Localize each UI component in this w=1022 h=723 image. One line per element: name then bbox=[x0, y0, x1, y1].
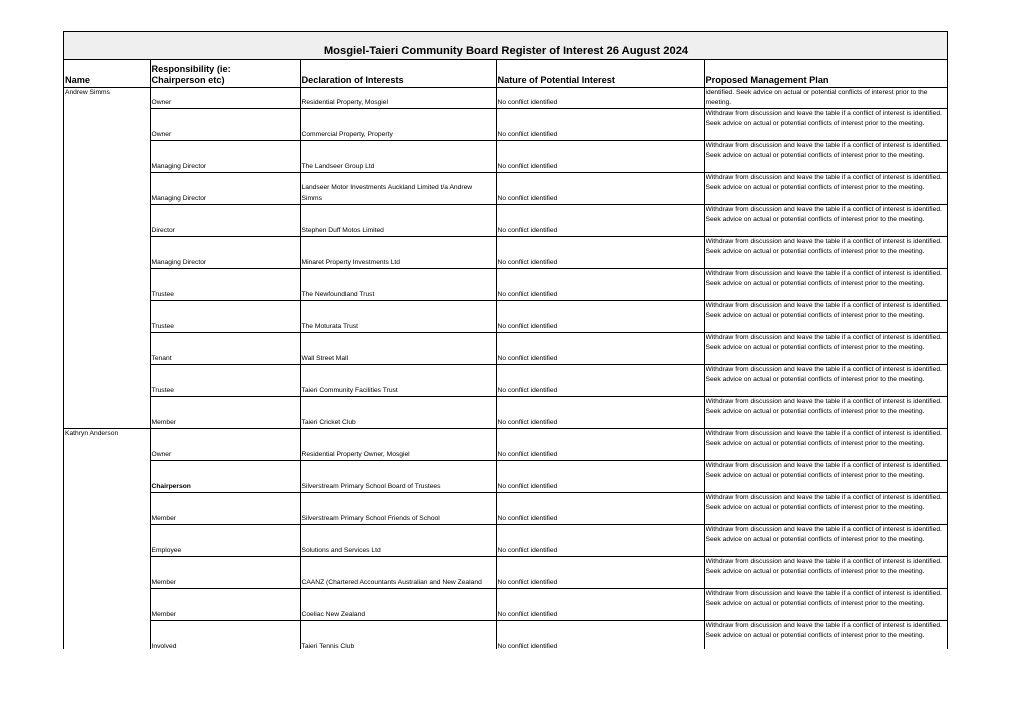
name-cell-empty bbox=[64, 109, 150, 141]
management-plan-cell bbox=[704, 557, 948, 589]
management-plan-text: Withdraw from discussion and leave the table if a conflict of interest is identified. Seek advice on actual or potential conflicts of interest prior to the meeting. bbox=[705, 622, 942, 640]
nature-cell: No conflict identified bbox=[496, 429, 704, 461]
declaration-cell bbox=[300, 109, 496, 141]
management-plan-cell bbox=[704, 333, 948, 365]
management-plan-cell bbox=[704, 461, 948, 493]
name-cell-empty bbox=[64, 333, 150, 365]
management-plan-text: Withdraw from discussion and leave the table if a conflict of interest is identified. Seek advice on actual or potential conflicts of interest prior to the meeting. bbox=[705, 590, 942, 608]
responsibility-cell: Owner bbox=[150, 429, 300, 461]
management-plan-text: Withdraw from discussion and leave the table if a conflict of interest is identified. Seek advice on actual or potential conflicts of interest prior to the meeting. bbox=[705, 270, 942, 288]
table-row bbox=[64, 429, 948, 461]
name-cell-empty bbox=[64, 269, 150, 301]
management-plan-text: Withdraw from discussion and leave the table if a conflict of interest is identified. Seek advice on actual or potential conflicts of interest prior to the meeting. bbox=[705, 142, 942, 160]
responsibility-cell: Involved bbox=[150, 621, 300, 650]
declaration-cell bbox=[300, 333, 496, 365]
responsibility-cell: Member bbox=[150, 493, 300, 525]
declaration-cell bbox=[300, 88, 496, 109]
responsibility-cell: Employee bbox=[150, 525, 300, 557]
management-plan-text: Withdraw from discussion and leave the table if a conflict of interest is identified. Seek advice on actual or potential conflicts of interest prior to the meeting. bbox=[705, 206, 942, 224]
responsibility-cell: Managing Director bbox=[150, 141, 300, 173]
declaration-text: Coeliac New Zealand bbox=[301, 610, 366, 618]
table-row bbox=[64, 88, 948, 109]
register-title-bar bbox=[64, 32, 948, 60]
nature-cell: No conflict identified bbox=[496, 365, 704, 397]
declaration-text: Commercial Property, Property bbox=[301, 130, 393, 138]
management-plan-text: Withdraw from discussion and leave the table if a conflict of interest is identified. Seek advice on actual or potential conflicts of interest prior to the meeting. bbox=[705, 430, 942, 448]
responsibility-cell: Managing Director bbox=[150, 237, 300, 269]
responsibility-cell: Trustee bbox=[150, 365, 300, 397]
responsibility-cell: Managing Director bbox=[150, 173, 300, 205]
name-cell-empty bbox=[64, 173, 150, 205]
management-plan-text: identified. Seek advice on actual or potential conflicts of interest prior to the meeting. bbox=[705, 89, 928, 107]
name-cell-empty bbox=[64, 557, 150, 589]
table-row bbox=[64, 525, 948, 557]
declaration-cell bbox=[300, 461, 496, 493]
nature-cell: No conflict identified bbox=[496, 557, 704, 589]
declaration-line1: Landseer Motor Investments Auckland Limited t/a Andrew bbox=[301, 184, 473, 192]
table-row bbox=[64, 173, 948, 205]
declaration-text: Wall Street Mall bbox=[301, 354, 349, 362]
management-plan-text: Withdraw from discussion and leave the table if a conflict of interest is identified. Seek advice on actual or potential conflicts of interest prior to the meeting. bbox=[705, 334, 942, 352]
responsibility-cell: Owner bbox=[150, 88, 300, 109]
responsibility-cell: Trustee bbox=[150, 269, 300, 301]
register-table bbox=[64, 60, 948, 649]
management-plan-cell bbox=[704, 397, 948, 429]
declaration-cell bbox=[300, 365, 496, 397]
name-cell-empty bbox=[64, 397, 150, 429]
declaration-text: Silverstream Primary School Board of Trustees bbox=[301, 482, 441, 490]
declaration-cell bbox=[300, 141, 496, 173]
name-cell-empty bbox=[64, 621, 150, 650]
declaration-text: Silverstream Primary School Friends of School bbox=[301, 514, 440, 522]
nature-cell: No conflict identified bbox=[496, 333, 704, 365]
name-cell-empty bbox=[64, 493, 150, 525]
name-cell-empty bbox=[64, 589, 150, 621]
declaration-cell bbox=[300, 301, 496, 333]
management-plan-cell bbox=[704, 237, 948, 269]
table-row bbox=[64, 333, 948, 365]
nature-cell: No conflict identified bbox=[496, 205, 704, 237]
nature-cell: No conflict identified bbox=[496, 269, 704, 301]
declaration-cell bbox=[300, 397, 496, 429]
table-row bbox=[64, 237, 948, 269]
nature-cell: No conflict identified bbox=[496, 173, 704, 205]
declaration-cell bbox=[300, 557, 496, 589]
name-cell-empty bbox=[64, 141, 150, 173]
declaration-cell bbox=[300, 269, 496, 301]
declaration-cell bbox=[300, 237, 496, 269]
name-cell-empty bbox=[64, 301, 150, 333]
management-plan-cell bbox=[704, 109, 948, 141]
declaration-text: Minaret Property Investments Ltd bbox=[301, 258, 400, 266]
declaration-text: The Moturata Trust bbox=[301, 322, 358, 330]
management-plan-text: Withdraw from discussion and leave the table if a conflict of interest is identified. Seek advice on actual or potential conflicts of interest prior to the meeting. bbox=[705, 558, 942, 576]
management-plan-cell bbox=[704, 205, 948, 237]
management-plan-cell bbox=[704, 525, 948, 557]
declaration-text: Taieri Cricket Club bbox=[301, 418, 356, 426]
name-cell-empty bbox=[64, 461, 150, 493]
table-row bbox=[64, 301, 948, 333]
responsibility-cell: Trustee bbox=[150, 301, 300, 333]
responsibility-cell: Member bbox=[150, 589, 300, 621]
management-plan-cell bbox=[704, 429, 948, 461]
management-plan-text: Withdraw from discussion and leave the table if a conflict of interest is identified. Seek advice on actual or potential conflicts of interest prior to the meeting. bbox=[705, 238, 942, 256]
nature-cell: No conflict identified bbox=[496, 621, 704, 650]
management-plan-cell bbox=[704, 269, 948, 301]
register-sheet bbox=[63, 31, 948, 649]
nature-cell: No conflict identified bbox=[496, 141, 704, 173]
management-plan-text: Withdraw from discussion and leave the table if a conflict of interest is identified. Seek advice on actual or potential conflicts of interest prior to the meeting. bbox=[705, 494, 942, 512]
nature-cell: No conflict identified bbox=[496, 397, 704, 429]
management-plan-cell bbox=[704, 365, 948, 397]
declaration-cell bbox=[300, 493, 496, 525]
declaration-text: Solutions and Services Ltd bbox=[301, 546, 381, 554]
nature-cell: No conflict identified bbox=[496, 88, 704, 109]
nature-cell: No conflict identified bbox=[496, 589, 704, 621]
responsibility-cell: Member bbox=[150, 397, 300, 429]
register-body bbox=[64, 88, 948, 650]
person-name: Andrew Simms bbox=[64, 88, 150, 109]
management-plan-cell bbox=[704, 589, 948, 621]
name-cell-empty bbox=[64, 237, 150, 269]
management-plan-cell bbox=[704, 88, 948, 109]
declaration-cell bbox=[300, 173, 496, 205]
table-row bbox=[64, 397, 948, 429]
header-responsibility-line1: Responsibility (ie: bbox=[151, 64, 231, 74]
header-name: Name bbox=[64, 60, 150, 88]
management-plan-text: Withdraw from discussion and leave the table if a conflict of interest is identified. Seek advice on actual or potential conflicts of interest prior to the meeting. bbox=[705, 398, 942, 416]
responsibility-cell: Member bbox=[150, 557, 300, 589]
table-row bbox=[64, 557, 948, 589]
register-title: Mosgiel-Taieri Community Board Register of Interest 26 August 2024 bbox=[323, 45, 689, 57]
table-row bbox=[64, 461, 948, 493]
nature-cell: No conflict identified bbox=[496, 525, 704, 557]
management-plan-text: Withdraw from discussion and leave the table if a conflict of interest is identified. Seek advice on actual or potential conflicts of interest prior to the meeting. bbox=[705, 462, 942, 480]
table-row bbox=[64, 621, 948, 650]
responsibility-cell: Chairperson bbox=[150, 461, 300, 493]
declaration-text: Taieri Tennis Club bbox=[301, 642, 355, 649]
header-responsibility bbox=[150, 60, 300, 88]
nature-cell: No conflict identified bbox=[496, 109, 704, 141]
nature-cell: No conflict identified bbox=[496, 237, 704, 269]
header-row bbox=[64, 60, 948, 88]
declaration-cell bbox=[300, 429, 496, 461]
declaration-cell bbox=[300, 205, 496, 237]
header-plan: Proposed Management Plan bbox=[704, 60, 948, 88]
name-cell-empty bbox=[64, 365, 150, 397]
nature-cell: No conflict identified bbox=[496, 493, 704, 525]
header-responsibility-line2: Chairperson etc) bbox=[151, 75, 225, 85]
declaration-cell bbox=[300, 589, 496, 621]
nature-cell: No conflict identified bbox=[496, 461, 704, 493]
management-plan-text: Withdraw from discussion and leave the table if a conflict of interest is identified. Seek advice on actual or potential conflicts of interest prior to the meeting. bbox=[705, 366, 942, 384]
management-plan-cell bbox=[704, 621, 948, 650]
table-row bbox=[64, 141, 948, 173]
table-row bbox=[64, 365, 948, 397]
management-plan-text: Withdraw from discussion and leave the table if a conflict of interest is identified. Seek advice on actual or potential conflicts of interest prior to the meeting. bbox=[705, 110, 942, 128]
declaration-text: Residential Property Owner, Mosgiel bbox=[301, 450, 410, 458]
management-plan-text: Withdraw from discussion and leave the table if a conflict of interest is identified. Seek advice on actual or potential conflicts of interest prior to the meeting. bbox=[705, 174, 942, 192]
table-row bbox=[64, 589, 948, 621]
management-plan-cell bbox=[704, 173, 948, 205]
declaration-text: Stephen Duff Motos Limited bbox=[301, 226, 384, 234]
declaration-text: Residential Property, Mosgiel bbox=[301, 98, 388, 106]
table-row bbox=[64, 493, 948, 525]
responsibility-cell: Director bbox=[150, 205, 300, 237]
table-row bbox=[64, 205, 948, 237]
management-plan-cell bbox=[704, 141, 948, 173]
header-declaration: Declaration of Interests bbox=[300, 60, 496, 88]
responsibility-cell: Owner bbox=[150, 109, 300, 141]
person-name: Kathryn Anderson bbox=[64, 429, 150, 461]
declaration-cell bbox=[300, 621, 496, 650]
header-nature: Nature of Potential Interest bbox=[496, 60, 704, 88]
declaration-text: Taieri Community Facilities Trust bbox=[301, 386, 398, 394]
management-plan-cell bbox=[704, 301, 948, 333]
declaration-text: CAANZ (Chartered Accountants Australian and New Zealand bbox=[301, 578, 482, 586]
table-row bbox=[64, 269, 948, 301]
declaration-text: The Newfoundland Trust bbox=[301, 290, 375, 298]
table-row bbox=[64, 109, 948, 141]
management-plan-text: Withdraw from discussion and leave the table if a conflict of interest is identified. Seek advice on actual or potential conflicts of interest prior to the meeting. bbox=[705, 526, 942, 544]
responsibility-cell: Tenant bbox=[150, 333, 300, 365]
declaration-text: Simms bbox=[301, 194, 322, 202]
name-cell-empty bbox=[64, 205, 150, 237]
management-plan-text: Withdraw from discussion and leave the table if a conflict of interest is identified. Seek advice on actual or potential conflicts of interest prior to the meeting. bbox=[705, 302, 942, 320]
declaration-text: The Landseer Group Ltd bbox=[301, 162, 375, 170]
name-cell-empty bbox=[64, 525, 150, 557]
declaration-cell bbox=[300, 525, 496, 557]
nature-cell: No conflict identified bbox=[496, 301, 704, 333]
management-plan-cell bbox=[704, 493, 948, 525]
